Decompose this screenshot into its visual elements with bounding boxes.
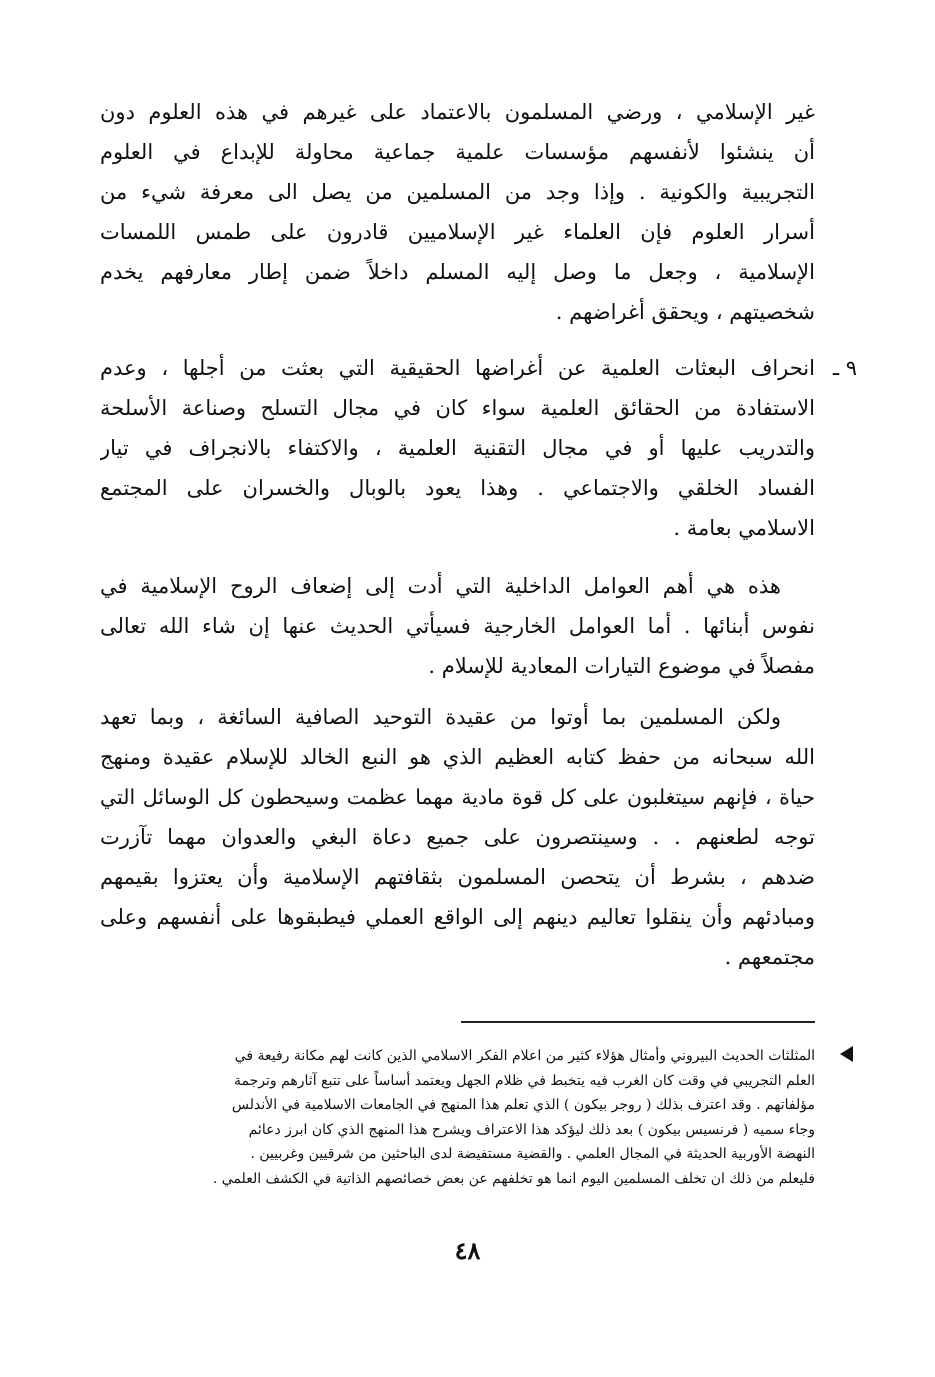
paragraph-line: انحراف البعثات العلمية عن أغراضها الحقيقية التي بعثت من أجلها ، وعدم	[100, 356, 815, 380]
paragraph-line: مجتمعهم .	[724, 945, 815, 969]
footnote-separator-rule	[461, 1021, 815, 1023]
paragraph-line: ولكن المسلمين بما أوتوا من عقيدة التوحيد الصافية السائغة ، وبما تعهد	[100, 705, 781, 729]
paragraph-line: الله سبحانه من حفظ كتابه العظيم الذي هو النبع الخالد للإسلام عقيدة ومنهج	[100, 745, 815, 769]
paragraph-line: الفساد الخلقي والاجتماعي . وهذا يعود بالوبال والخسران على المجتمع	[100, 476, 815, 500]
paragraph-line: نفوس أبنائها . أما العوامل الخارجية فسيأتي الحديث عنها إن شاء الله تعالى	[100, 614, 815, 638]
paragraph-line: حياة ، فإنهم سيتغلبون على كل قوة مادية مهما عظمت وسيحطون كل الوسائل التي	[100, 785, 815, 809]
footnote-line: النهضة الأوربية الحديثة في المجال العلمي . والقضية مستفيضة لدى الباحثين من شرقيين وغربيين .	[250, 1146, 815, 1162]
paragraph-line: شخصيتهم ، ويحقق أغراضهم .	[555, 300, 815, 324]
paragraph-line: ومبادئهم وأن ينقلوا تعاليم دينهم إلى الواقع العملي فيطبقوها على أنفسهم وعلى	[100, 905, 815, 929]
paragraph-3	[100, 566, 815, 686]
page-number: ٤٨	[454, 1236, 481, 1265]
paragraph-line: توجه لطعنهم . . وسينتصرون على جميع دعاة البغي والعدوان مهما تآزرت	[100, 825, 815, 849]
paragraph-line: أن ينشئوا لأنفسهم مؤسسات علمية جماعية محاولة للإبداع في العلوم	[100, 140, 815, 164]
paragraph-4	[100, 697, 815, 977]
footnote-block	[108, 1044, 815, 1191]
triangle-pointer-icon	[840, 1046, 853, 1062]
paragraph-line: ضدهم ، بشرط أن يتحصن المسلمون بثقافتهم الإسلامية وأن يعتزوا بقيمهم	[100, 865, 815, 889]
paragraph-line: مفصلاً في موضوع التيارات المعادية للإسلام .	[428, 654, 815, 678]
footnote-line: فليعلم من ذلك ان تخلف المسلمين اليوم انما هو تخلفهم عن بعض خصائصهم الذاتية في الكشف العلمي .	[212, 1170, 815, 1187]
paragraph-line: والتدريب عليها أو في مجال التقنية العلمية ، والاكتفاء بالانجراف في تيار	[100, 436, 815, 460]
paragraph-line: غير الإسلامي ، ورضي المسلمون بالاعتماد على غيرهم في هذه العلوم دون	[100, 100, 815, 124]
numbered-item-first-row	[100, 348, 857, 388]
footnote-line: المثلثات الحديث البيروني وأمثال هؤلاء كثير من اعلام الفكر الاسلامي الذين كانت لهم مكانة رفيعة في	[234, 1048, 815, 1064]
paragraph-line: الاستفادة من الحقائق العلمية سواء كان في مجال التسلح وصناعة الأسلحة	[100, 396, 815, 420]
paragraph-line: الاسلامي بعامة .	[673, 516, 815, 540]
footnote-line: العلم التجريبي في وقت كان الغرب فيه يتخبط في ظلام الجهل ويعتمد أساساً على تتبع آثارهم وترجمة	[233, 1072, 815, 1089]
footnote-line: وجاء سميه ( فرنسيس بيكون ) بعد ذلك ليؤكد هذا الاعتراف ويشرح هذا المنهج الذي كان ابرز دعائم	[248, 1121, 815, 1138]
paragraph-line: أسرار العلوم فإن العلماء غير الإسلاميين قادرون على طمس اللمسات	[100, 220, 815, 244]
paragraph-line: الإسلامية ، وجعل ما وصل إليه المسلم داخلاً ضمن إطار معارفهم يخدم	[100, 260, 815, 284]
item-number: ٩ ـ	[832, 356, 857, 380]
paragraph-line: هذه هي أهم العوامل الداخلية التي أدت إلى إضعاف الروح الإسلامية في	[100, 574, 781, 598]
paragraph-1	[100, 92, 815, 332]
numbered-item-9	[100, 348, 857, 548]
footnote-line: مؤلفاتهم . وقد اعترف بذلك ( روجر بيكون ) الذي تعلم هذا المنهج في الجامعات الاسلامية في الأندلس	[231, 1097, 815, 1113]
paragraph-line: التجريبية والكونية . وإذا وجد من المسلمين من يصل الى معرفة شيء من	[100, 180, 815, 204]
